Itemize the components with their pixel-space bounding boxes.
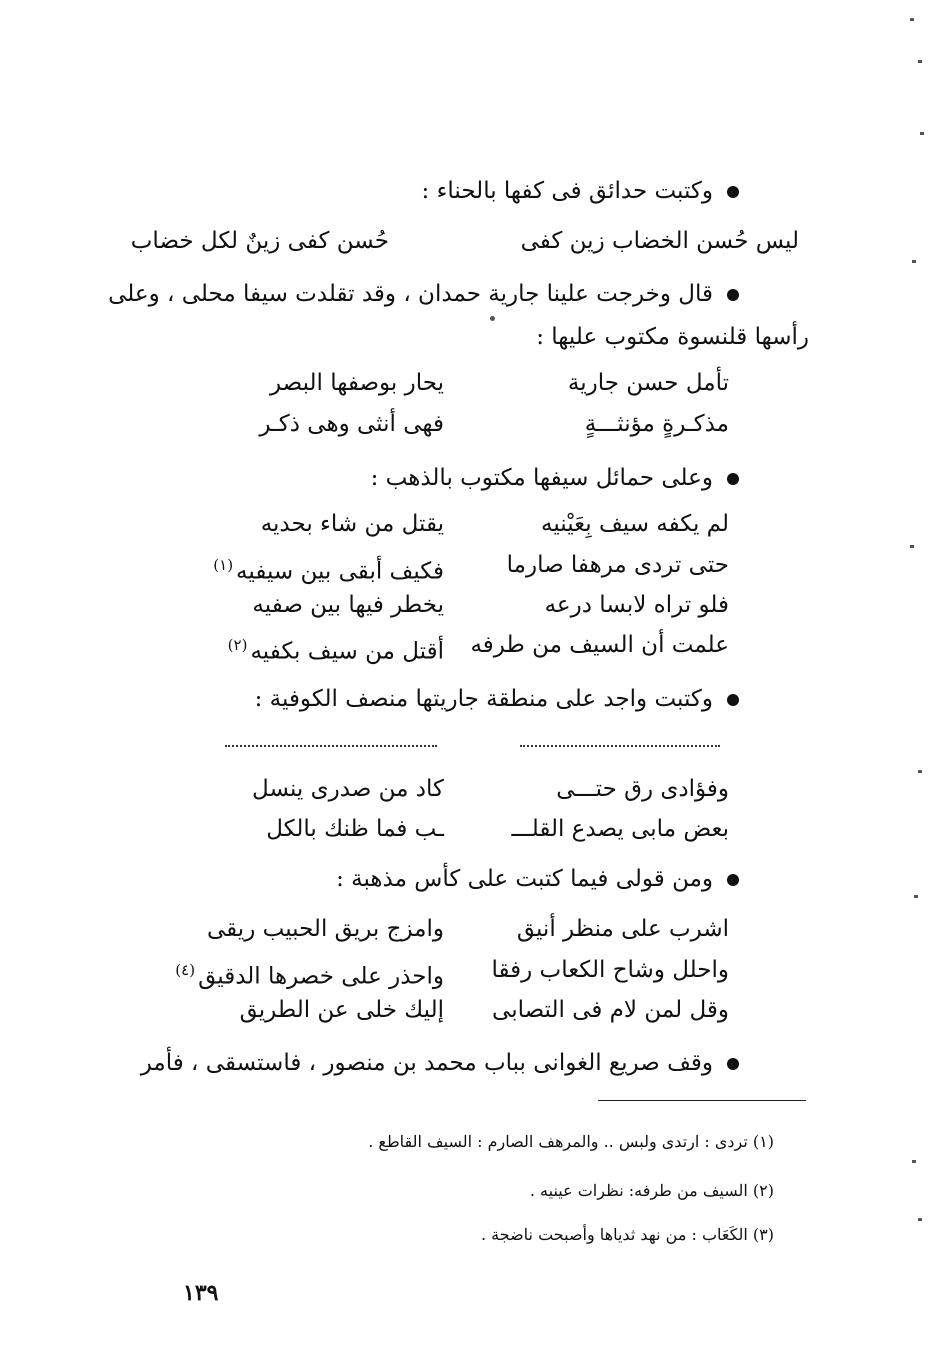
- footnote-3-text: الكَعَاب : من نهد ثدياها وأصبحت ناضجة .: [481, 1225, 748, 1244]
- footnote-2-text: السيف من طرفه: نظرات عينيه .: [529, 1181, 748, 1200]
- scan-speck: [910, 545, 914, 548]
- paragraph-5-text: ومن قولى فيما كتبت على كأس مذهبة :: [336, 866, 713, 892]
- verse-4-2-right: بعض مابى يصدع القلـــ: [511, 816, 729, 842]
- verse-3-4-left-text: أقتل من سيف بكفيه: [250, 638, 444, 665]
- verse-5-1-right: اشرب على منظر أنيق: [516, 916, 729, 942]
- verse-4-2-left: ـب فما ظنك بالكل: [266, 816, 444, 842]
- paragraph-3: [371, 463, 739, 493]
- scan-speck: [912, 1160, 916, 1163]
- bullet-icon: [727, 694, 739, 706]
- scan-speck: [918, 1218, 922, 1221]
- verse-2-1-left: يحار بوصفها البصر: [269, 370, 444, 396]
- verse-3-1-right: لم يكفه سيف بِعَيْنيه: [541, 511, 729, 537]
- bullet-icon: [727, 874, 739, 886]
- verse-5-3-right: وقل لمن لام فى التصابى: [492, 997, 729, 1023]
- paragraph-5: [336, 864, 739, 894]
- bullet-icon: [727, 473, 739, 485]
- verse-2-1-right: تأمل حسن جارية: [567, 370, 729, 396]
- footnote-3-number: (٣): [752, 1225, 774, 1244]
- paragraph-2-line-2: رأسها قلنسوة مكتوب عليها :: [536, 324, 809, 350]
- ellipsis-line-right: [520, 745, 720, 747]
- paragraph-4: [255, 684, 739, 714]
- scan-speck: [920, 132, 924, 135]
- verse-3-1-left: يقتل من شاء بحديه: [260, 511, 444, 537]
- paragraph-2-text: قال وخرجت علينا جارية حمدان ، وقد تقلدت سيفا محلى ، وعلى: [108, 281, 713, 307]
- footnote-3: [481, 1224, 774, 1246]
- bullet-icon: [727, 186, 739, 198]
- scan-speck: [914, 895, 918, 898]
- verse-2-2-left: فهى أنثى وهى ذكـر: [259, 411, 444, 437]
- verse-4-1-left: كاد من صدرى ينسل: [252, 776, 444, 802]
- footnote-1-text: تردى : ارتدى ولبس .. والمرهف الصارم : السيف القاطع .: [368, 1132, 748, 1151]
- verse-3-2-left-text: فكيف أبقى بين سيفيه: [236, 558, 444, 585]
- verse-2-2-right: مذكـرةٍ مؤنثـــةٍ: [584, 411, 729, 437]
- verse-3-3-right: فلو تراه لابسا درعه: [544, 592, 729, 618]
- footnote-1-number: (١): [752, 1132, 774, 1151]
- verse-3-2-left: [213, 550, 444, 587]
- verse-4-1-right: وفؤادى رق حتـــى: [556, 776, 729, 802]
- verse-5-2-left-text: واحذر على خصرها الدقيق: [198, 963, 444, 990]
- footnote-1: [368, 1131, 774, 1153]
- verse-5-2-left: [175, 955, 444, 992]
- verse-1-left: حُسن كفى زينٌ لكل خضاب: [130, 228, 389, 254]
- scan-speck: [910, 18, 914, 21]
- scan-speck: [918, 770, 922, 773]
- paragraph-1: [422, 176, 739, 206]
- verse-1-right: ليس حُسن الخضاب زين كفى: [520, 228, 799, 254]
- paragraph-6: [141, 1048, 739, 1078]
- footnote-separator: [598, 1100, 806, 1101]
- footnote-ref-2: (٢): [227, 636, 248, 654]
- scan-speck: [918, 60, 922, 63]
- footnote-2-number: (٢): [752, 1181, 774, 1200]
- paragraph-4-text: وكتبت واجد على منطقة جاريتها منصف الكوفية :: [254, 686, 713, 712]
- verse-5-1-left: وامزج بريق الحبيب ريقى: [207, 916, 444, 942]
- verse-5-2-right: واحلل وشاح الكعاب رفقا: [491, 957, 729, 983]
- verse-3-2-right: حتى تردى مرهفا صارما: [506, 552, 729, 578]
- paragraph-1-text: وكتبت حدائق فى كفها بالحناء :: [421, 178, 713, 204]
- footnote-2: [530, 1180, 774, 1202]
- verse-3-3-left: يخطر فيها بين صفيه: [252, 592, 444, 618]
- paragraph-2-line-1: [108, 279, 739, 309]
- ellipsis-line-left: [225, 745, 437, 747]
- scan-speck: [912, 260, 916, 263]
- verse-3-4-left: [228, 630, 444, 667]
- page-number: ١٣٩: [183, 1280, 219, 1306]
- scan-speck: [490, 316, 495, 321]
- footnote-ref-4: (٤): [175, 961, 196, 979]
- verse-3-4-right: علمت أن السيف من طرفه: [470, 632, 729, 658]
- bullet-icon: [727, 1058, 739, 1070]
- verse-5-3-left: إليك خلى عن الطريق: [239, 997, 444, 1023]
- paragraph-3-text: وعلى حمائل سيفها مكتوب بالذهب :: [370, 465, 713, 491]
- bullet-icon: [727, 289, 739, 301]
- paragraph-6-text: وقف صريع الغوانى بباب محمد بن منصور ، فاستسقى ، فأمر: [140, 1050, 713, 1076]
- footnote-ref-1: (١): [213, 556, 234, 574]
